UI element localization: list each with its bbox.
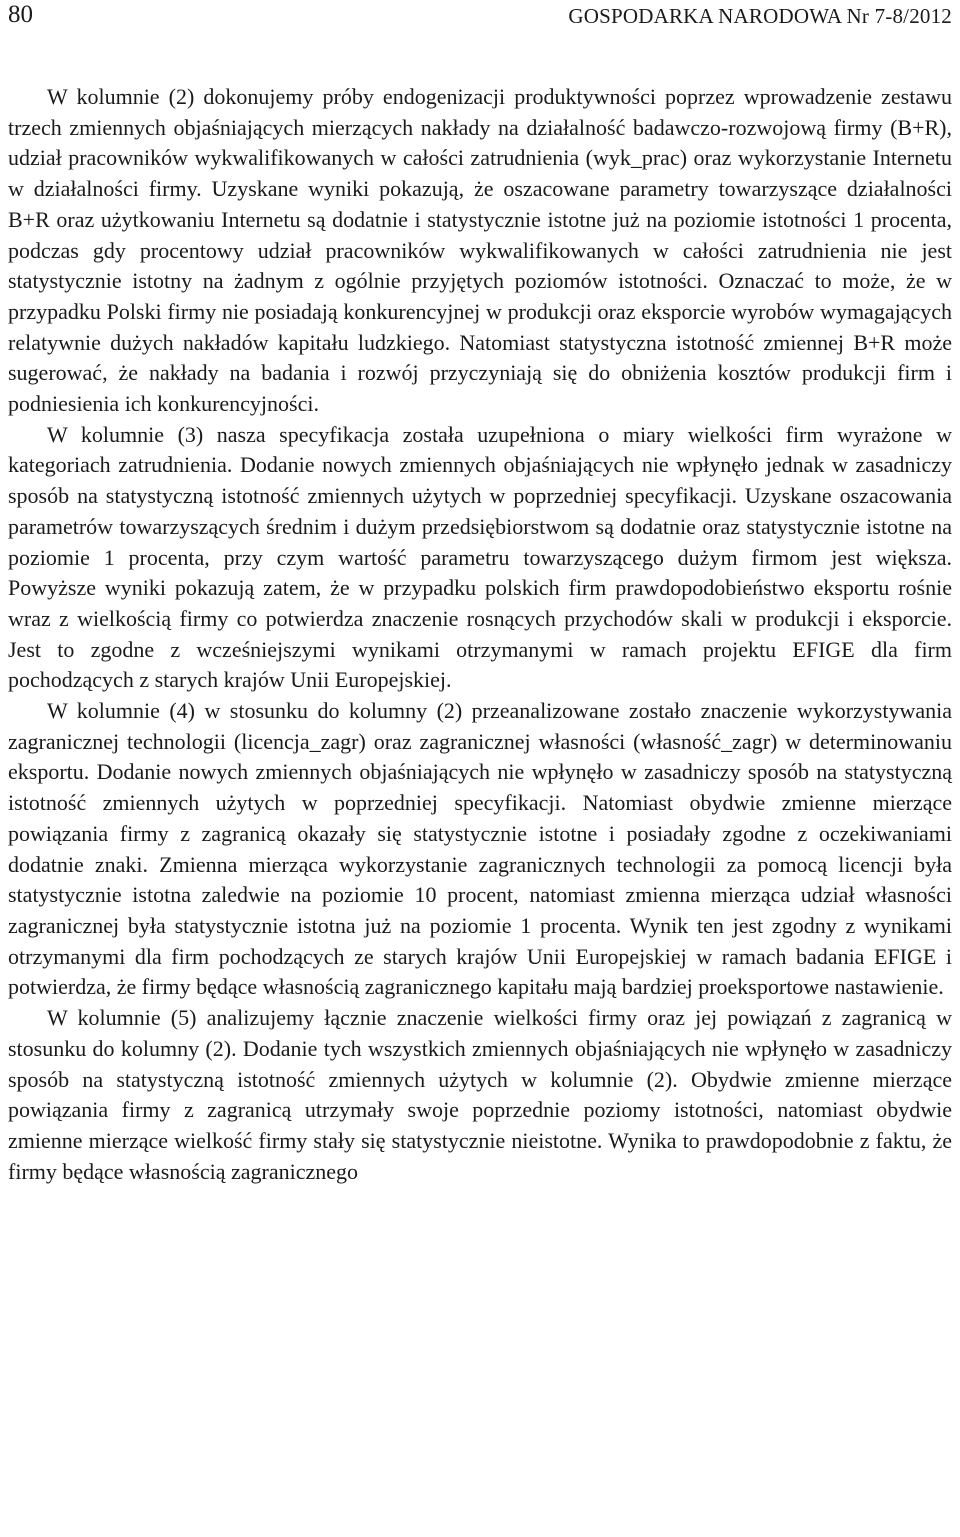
running-head: GOSPODARKA NARODOWA Nr 7-8/2012 [568,4,952,28]
page-header [8,0,952,30]
page-number: 80 [8,1,33,28]
body-text [8,82,952,1187]
paragraph-kolumna-3: W kolumnie (3) nasza specyfikacja została uzupełniona o miary wielkości firm wyrażone w kategoriach zatrudnienia. Dodanie nowych zmiennych objaśniających nie wpłynęło jednak w zasadniczy sposób na statystyczną istotność zmiennych użytych w poprzedniej specyfikacji. Uzyskane oszacowania parametrów towarzyszących średnim i dużym przedsiębiorstwom są dodatnie oraz statystycznie istotne na poziomie 1 procenta, przy czym wartość parametru towarzyszącego dużym firmom jest większa. Powyższe wyniki pokazują zatem, że w przypadku polskich firm prawdopodobieństwo eksportu rośnie wraz z wielkością firmy co potwierdza znaczenie rosnących przychodów skali w produkcji i eksporcie. Jest to zgodne z wcześniejszymi wynikami otrzymanymi w ramach projektu EFIGE dla firm pochodzących z starych krajów Unii Europejskiej. [8,421,952,693]
paragraph-kolumna-5: W kolumnie (5) analizujemy łącznie znaczenie wielkości firmy oraz jej powiązań z zagranicą w stosunku do kolumny (2). Dodanie tych wszystkich zmiennych objaśniających nie wpłynęło w zasadniczy sposób na statystyczną istotność zmiennych użytych w kolumnie (2). Obydwie zmienne mierzące powiązania firmy z zagranicą utrzymały swoje poprzednie poziomy istotności, natomiast obydwie zmienne mierzące wielkość firmy stały się statystycznie nieistotne. Wynika to prawdopodobnie z faktu, że firmy będące własnością zagranicznego [8,1005,952,1184]
paragraph-kolumna-4: W kolumnie (4) w stosunku do kolumny (2) przeanalizowane zostało znaczenie wykorzystywania zagranicznej technologii (licencja_zagr) oraz zagranicznej własności (własność_zagr) w determinowaniu eksportu. Dodanie nowych zmiennych objaśniających nie wpłynęło w zasadniczy sposób na statystyczną istotność zmiennych użytych w poprzedniej specyfikacji. Natomiast obydwie zmienne mierzące powiązania firmy z zagranicą okazały się statystycznie istotne i posiadały zgodne z oczekiwaniami dodatnie znaki. Zmienna mierząca wykorzystanie zagranicznych technologii za pomocą licencji była statystycznie istotna zaledwie na poziomie 10 procent, natomiast zmienna mierząca udział własności zagranicznej była statystycznie istotna już na poziomie 1 procenta. Wynik ten jest zgodny z wynikami otrzymanymi dla firm pochodzących ze starych krajów Unii Europejskiej w ramach badania EFIGE i potwierdza, że firmy będące własnością zagranicznego kapitału mają bardziej proeksportowe nastawienie. [8,698,952,1000]
paragraph-kolumna-2: W kolumnie (2) dokonujemy próby endogenizacji produktywności poprzez wprowadzenie zestawu trzech zmiennych objaśniających mierzących nakłady na działalność badawczo-rozwojową firmy (B+R), udział pracowników wykwalifikowanych w całości zatrudnienia (wyk_prac) oraz wykorzystanie Internetu w działalności firmy. Uzyskane wyniki pokazują, że oszacowane parametry towarzyszące działalności B+R oraz użytkowaniu Internetu są dodatnie i statystycznie istotne już na poziomie istotności 1 procenta, podczas gdy procentowy udział pracowników wykwalifikowanych w całości zatrudnienia nie jest statystycznie istotny na żadnym z ogólnie przyjętych poziomów istotności. Oznaczać to może, że w przypadku Polski firmy nie posiadają konkurencyjnej w produkcji oraz eksporcie wyrobów wymagających relatywnie dużych nakładów kapitału ludzkiego. Natomiast statystyczna istotność zmiennej B+R może sugerować, że nakłady na badania i rozwój przyczyniają się do obniżenia kosztów produkcji firm i podniesienia ich konkurencyjności. [8,84,952,417]
